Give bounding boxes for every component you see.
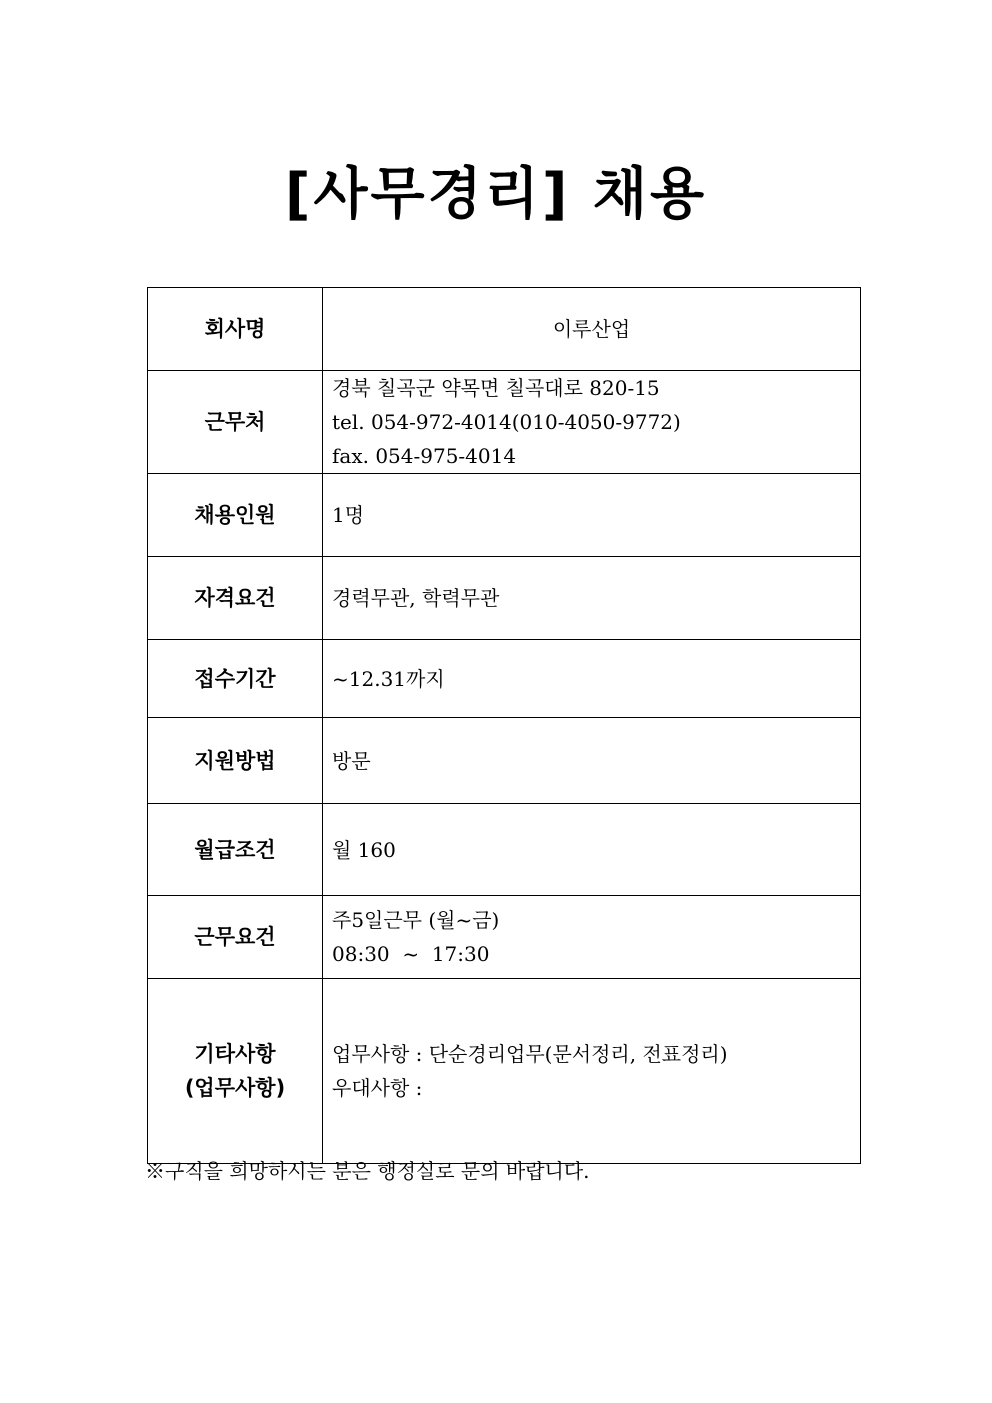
row-value [323,979,861,1164]
row-label-subtext: (업무사항) [184,1076,286,1100]
table-row-other-details [148,979,861,1164]
row-label [148,288,323,371]
table-row-application-period [148,640,861,718]
row-value-text: 경력무관, 학력무관 [332,586,500,610]
row-label [148,371,323,474]
row-value-text: ~12.31까지 [332,666,445,691]
row-value [323,804,861,896]
row-value [323,288,861,371]
table-row-headcount [148,474,861,557]
row-value [323,474,861,557]
row-value-text: 월 160 [332,837,396,862]
row-label-text: 채용인원 [194,503,276,527]
footnote: ※구직을 희망하시는 분은 행정실로 문의 바랍니다. [145,1159,590,1183]
row-label-text: 회사명 [204,317,266,341]
table-row-workplace [148,371,861,474]
phone-text: tel. 054-972-4014(010-4050-9772) [332,410,681,434]
row-label-text: 지원방법 [194,748,276,773]
row-label-text: 근무요건 [194,925,276,949]
work-days-text: 주5일근무 (월~금) [332,908,500,932]
job-info-table [147,287,861,1164]
row-value [323,896,861,979]
row-label-text: 월급조건 [194,837,276,862]
fax-text: fax. 054-975-4014 [332,444,517,468]
table-row-company [148,288,861,371]
row-value [323,371,861,474]
row-label [148,557,323,640]
table-row-application-method [148,718,861,804]
row-value-text: 1명 [332,503,365,527]
table-row-qualifications [148,557,861,640]
row-value-text: 이루산업 [552,317,631,341]
row-label-text: 자격요건 [194,586,276,610]
row-value [323,640,861,718]
table-row-work-conditions [148,896,861,979]
row-label-text: 기타사항 [194,1042,276,1066]
row-label [148,979,323,1164]
row-label-text: 근무처 [204,410,266,434]
row-value [323,557,861,640]
row-value-text: 방문 [332,748,371,773]
page-title: [사무경리] 채용 [284,162,708,227]
row-label [148,718,323,804]
address-text: 경북 칠곡군 약목면 칠곡대로 820-15 [332,376,660,400]
work-hours-text: 08:30 ~ 17:30 [332,942,490,966]
duties-text: 업무사항 : 단순경리업무(문서정리, 전표정리) [332,1042,728,1066]
row-label [148,896,323,979]
row-label [148,474,323,557]
row-label [148,804,323,896]
preferences-text: 우대사항 : [332,1076,423,1100]
row-label-text: 접수기간 [194,666,276,691]
row-value [323,718,861,804]
table-row-salary [148,804,861,896]
row-label [148,640,323,718]
